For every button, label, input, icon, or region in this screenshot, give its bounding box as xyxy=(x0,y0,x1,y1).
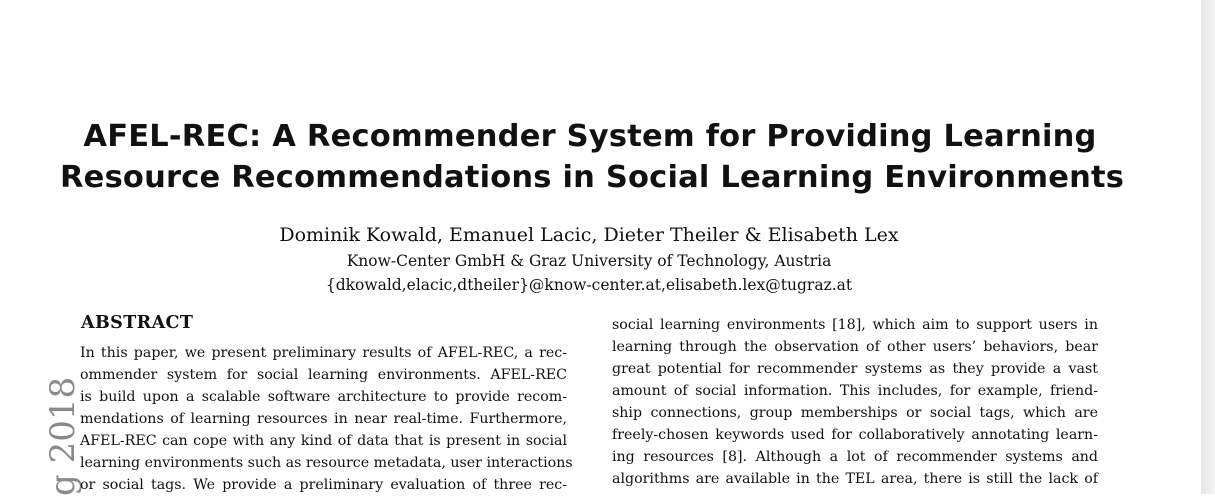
abstract-line: learning environments such as resource metadata, user interactions xyxy=(80,455,573,471)
arxiv-margin-stamp xyxy=(6,300,83,496)
abstract-line: ommender system for social learning environments. AFEL-REC xyxy=(80,367,567,383)
body-line: learning through the observation of other users’ behaviors, bear xyxy=(612,339,1098,355)
title-line-2: Resource Recommendations in Social Learning Environments xyxy=(60,160,1125,195)
abstract-line: is build upon a scalable software architecture to provide recom- xyxy=(80,389,567,405)
body-line: freely-chosen keywords used for collaboratively annotating learn- xyxy=(612,427,1098,443)
abstract-line: In this paper, we present preliminary results of AFEL-REC, a rec- xyxy=(80,345,567,361)
arxiv-margin-text: g 2018 xyxy=(43,376,83,496)
body-line: great potential for recommender systems as they provide a vast xyxy=(612,361,1098,377)
author-list: Dominik Kowald, Emanuel Lacic, Dieter Theiler & Elisabeth Lex xyxy=(279,224,899,246)
body-line: social learning environments [18], which aim to support users in xyxy=(612,317,1098,333)
abstract-heading: ABSTRACT xyxy=(81,313,194,333)
body-line: ing resources [8]. Although a lot of recommender systems and xyxy=(612,449,1098,465)
body-line: algorithms are available in the TEL area, there is still the lack of xyxy=(612,471,1098,487)
body-line: ship connections, group memberships or social tags, which are xyxy=(612,405,1098,421)
affiliation: Know-Center GmbH & Graz University of Technology, Austria xyxy=(346,252,832,270)
abstract-line: or social tags. We provide a preliminary evaluation of three rec- xyxy=(80,477,567,493)
right-column-body xyxy=(612,314,1098,490)
body-line: amount of social information. This includes, for example, friend- xyxy=(612,383,1098,399)
viewer-scroll-edge[interactable] xyxy=(1201,0,1215,494)
paper-title xyxy=(60,116,1125,198)
author-emails: {dkowald,elacic,dtheiler}@know-center.at,elisabeth.lex@tugraz.at xyxy=(325,276,853,294)
abstract-line: mendations of learning resources in near real-time. Furthermore, xyxy=(80,411,567,427)
title-line-1: AFEL-REC: A Recommender System for Providing Learning xyxy=(83,119,1097,154)
abstract-body xyxy=(80,342,573,496)
abstract-line: AFEL-REC can cope with any kind of data that is present in social xyxy=(80,433,567,449)
